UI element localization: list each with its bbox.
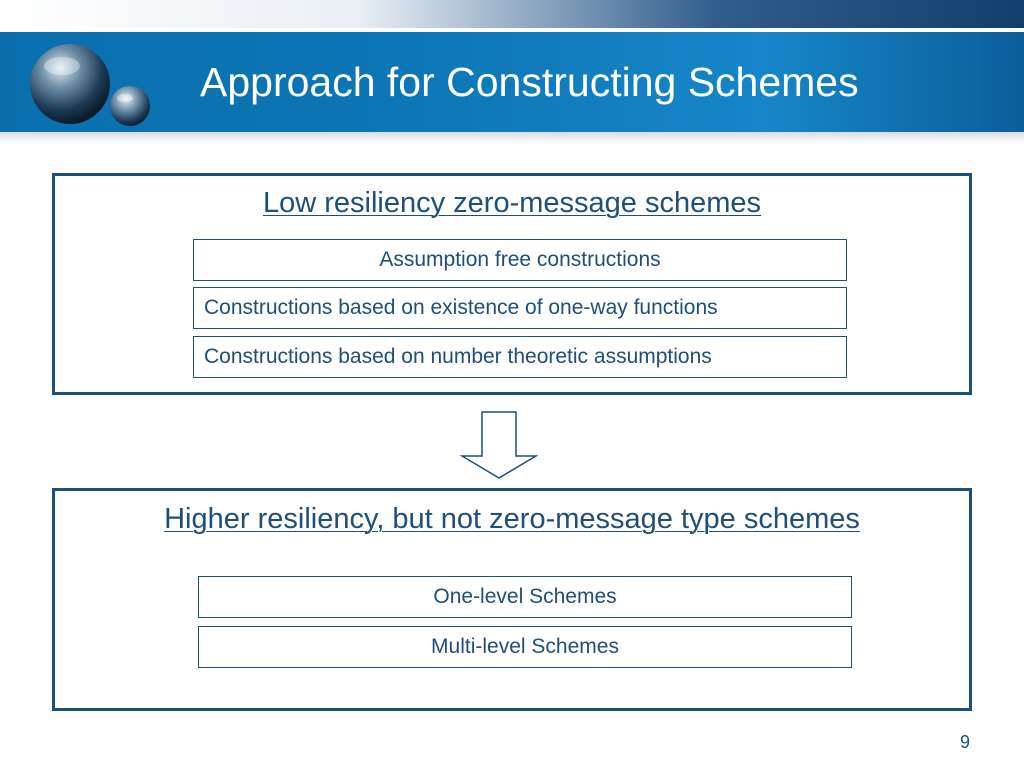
- top-decorative-band: [0, 0, 1024, 28]
- higher-resiliency-heading-text: Higher resiliency, but not zero-message type schemes: [164, 503, 860, 535]
- down-arrow-icon: [460, 410, 538, 480]
- higher-resiliency-panel: [52, 488, 972, 711]
- one-level-schemes-item: One-level Schemes: [198, 576, 852, 618]
- page-number: 9: [959, 732, 970, 752]
- title-bar-shadow: [0, 132, 1024, 146]
- low-resiliency-heading-text: Low resiliency zero-message schemes: [262, 187, 762, 219]
- multi-level-schemes-item: Multi-level Schemes: [198, 626, 852, 668]
- higher-resiliency-heading: [55, 501, 969, 537]
- assumption-free-item: Assumption free constructions: [193, 239, 847, 281]
- spheres-logo-icon: [22, 38, 157, 130]
- number-theoretic-item: Constructions based on number theoretic assumptions: [193, 336, 847, 378]
- slide-title: Approach for Constructing Schemes: [200, 59, 859, 105]
- low-resiliency-heading: [55, 185, 969, 221]
- one-way-functions-item: Constructions based on existence of one-way functions: [193, 287, 847, 329]
- low-resiliency-panel: [52, 173, 972, 395]
